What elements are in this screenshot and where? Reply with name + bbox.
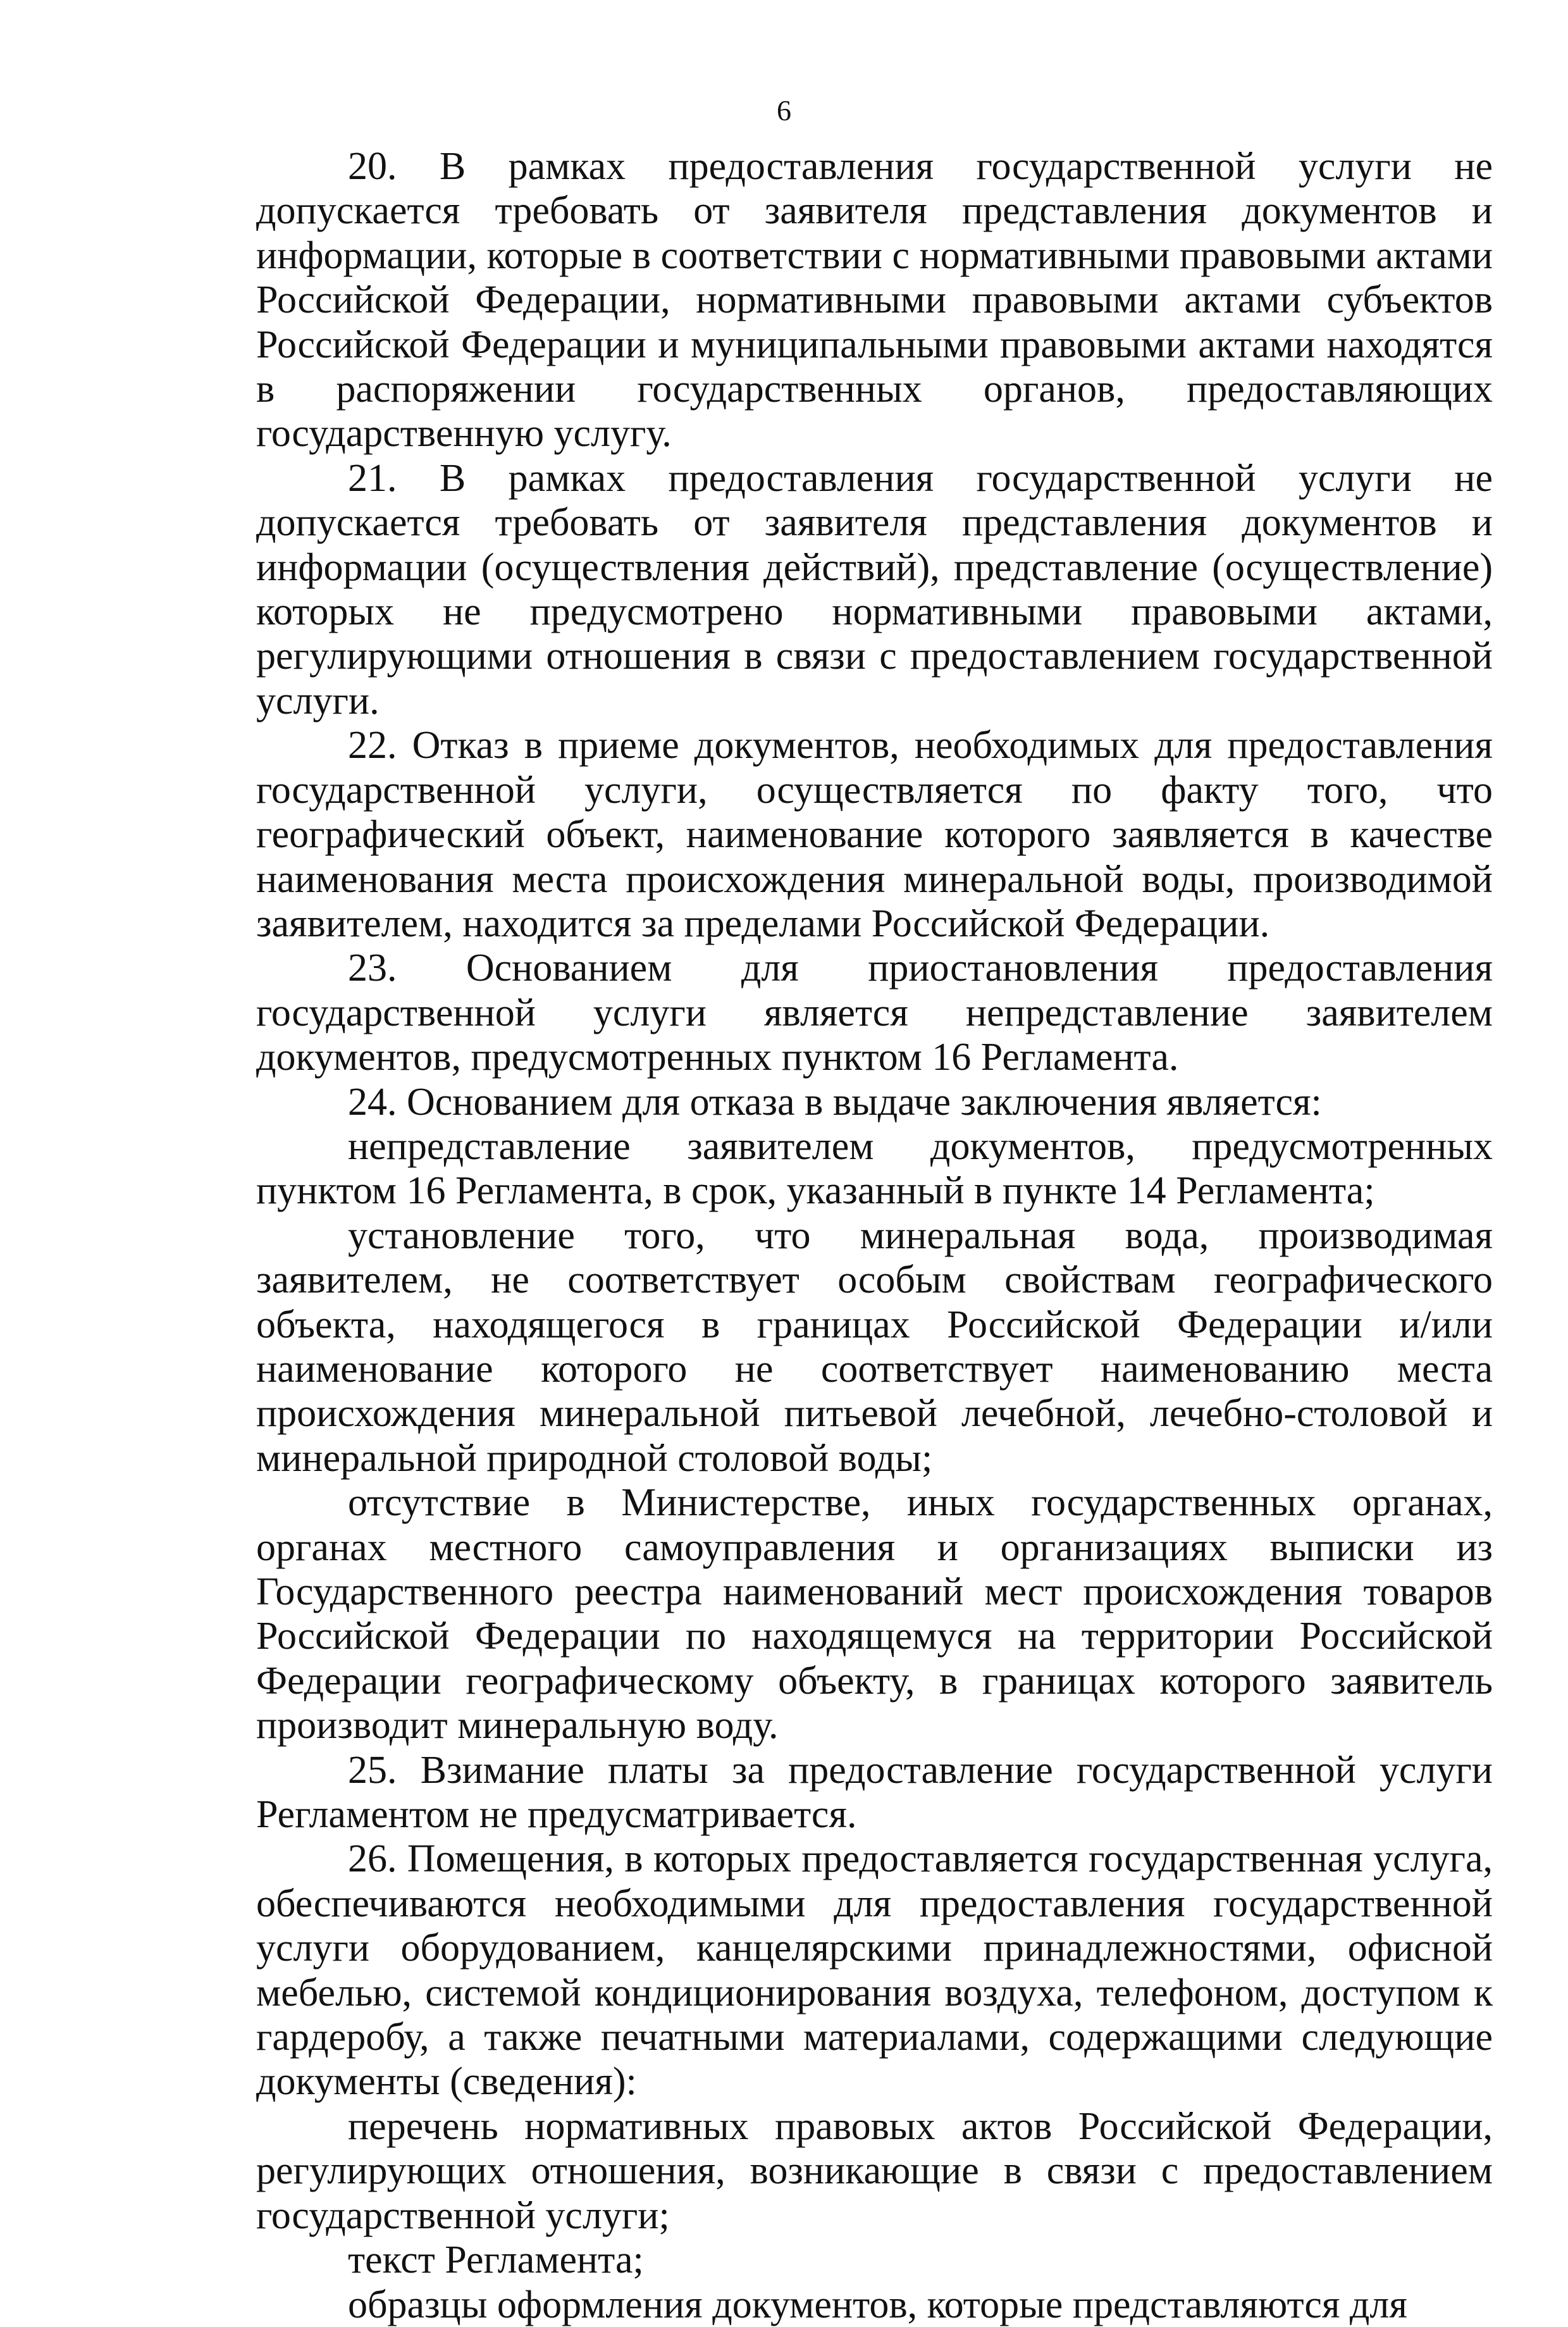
paragraph-25: 25. Взимание платы за предоставление государственной услуги Регламентом не предусматривается.: [256, 1748, 1493, 1837]
paragraph-26-item-2: текст Регламента;: [348, 2238, 644, 2282]
document-body: [256, 144, 1493, 2327]
paragraph-24-item-3: отсутствие в Министерстве, иных государственных органах, органах местного самоуправления и организациях выписки из Государственного реестра наименований мест происхождения товаров Российской Федерации по находящемуся на территории Российской Федерации географическому объекту, в границах которого заявитель производит минеральную воду.: [256, 1481, 1493, 1747]
paragraph-22: 22. Отказ в приеме документов, необходимых для предоставления государственной услуги, осуществляется по факту того, что географический объект, наименование которого заявляется в качестве наименования места происхождения минеральной воды, производимой заявителем, находится за пределами Российской Федерации.: [256, 724, 1493, 945]
paragraph-20: 20. В рамках предоставления государственной услуги не допускается требовать от заявителя представления документов и информации, которые в соответствии с нормативными правовыми актами Российской Федерации, нормативными правовыми актами субъектов Российской Федерации и муниципальными правовыми актами находятся в распоряжении государственных органов, предоставляющих государственную услугу.: [256, 145, 1493, 456]
paragraph-26-item-1: перечень нормативных правовых актов Российской Федерации, регулирующих отношения, возникающие в связи с предоставлением государственной услуги;: [256, 2104, 1493, 2237]
page-number: 6: [777, 94, 791, 127]
paragraph-24-item-2: установление того, что минеральная вода, производимая заявителем, не соответствует особым свойствам географического объекта, находящегося в границах Российской Федерации и/или наименование которого не соответствует наименованию места происхождения минеральной питьевой лечебной, лечебно-столовой и минеральной природной столовой воды;: [256, 1213, 1493, 1480]
paragraph-24: 24. Основанием для отказа в выдаче заключения является:: [348, 1080, 1322, 1124]
paragraph-26: 26. Помещения, в которых предоставляется государственная услуга, обеспечиваются необходимыми для предоставления государственной услуги оборудованием, канцелярскими принадлежностями, офисной мебелью, системой кондиционирования воздуха, телефоном, доступом к гардеробу, а также печатными материалами, содержащими следующие документы (сведения):: [256, 1837, 1493, 2104]
paragraph-26-item-3: образцы оформления документов, которые представляются для: [348, 2283, 1407, 2326]
paragraph-24-item-1: непредставление заявителем документов, предусмотренных пунктом 16 Регламента, в срок, указанный в пункте 14 Регламента;: [256, 1124, 1493, 1213]
paragraph-21: 21. В рамках предоставления государственной услуги не допускается требовать от заявителя представления документов и информации (осуществления действий), представление (осуществление) которых не предусмотрено нормативными правовыми актами, регулирующими отношения в связи с предоставлением государственной услуги.: [256, 456, 1493, 723]
paragraph-23: 23. Основанием для приостановления предоставления государственной услуги является непредставление заявителем документов, предусмотренных пунктом 16 Регламента.: [256, 946, 1493, 1079]
